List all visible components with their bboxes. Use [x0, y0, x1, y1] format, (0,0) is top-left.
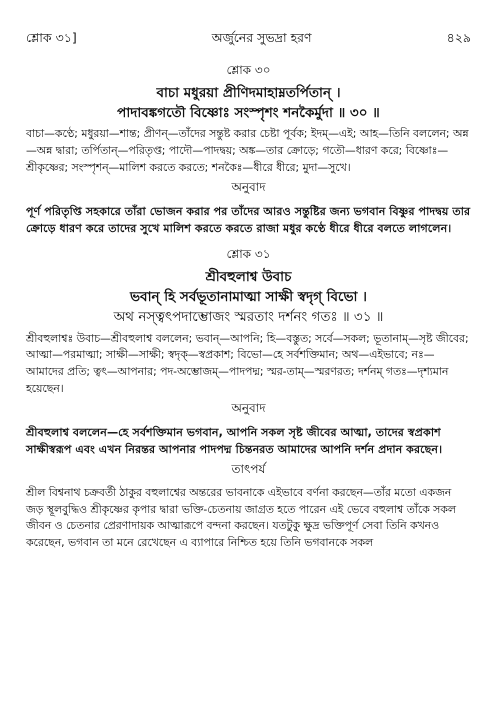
verse-31-translation-label: অনুবাদ [231, 400, 266, 415]
verse-30-section [26, 62, 471, 238]
verse-31-translation: শ্রীবহুলাশ্ব বললেন—হে সর্বশক্তিমান ভগবান, আপনি সকল সৃষ্ট জীবের আত্মা, তাদের স্বপ্রকাশ সাক্ষীস্বরূপ এবং এখন নিরন্তর আপনার পাদপদ্ম চিন্তনরত আমাদের আপনি দর্শন প্রদান করছেন। [26, 425, 443, 457]
header-verse-ref: শ্লোক ৩১] [26, 30, 77, 45]
verse-30-line-1: বাচা মধুরয়া প্রীণিদমাহাম্নতর্পিতান্ । [156, 85, 341, 101]
verse-31-line-2: অথ নস্ত্বৎপদাম্ভোজং স্মরতাং দর্শনং গতঃ ॥ ৩১ ॥ [113, 309, 384, 326]
verse-31-section [26, 246, 471, 552]
purport-text: শ্রীল বিশ্বনাথ চক্রবর্তী ঠাকুর বহুলাশ্বের অন্তরের ভাবনাকে এইভাবে বর্ণনা করছেন—তাঁর মতো একজন জড় স্থূলবুদ্ধিও শ্রীকৃষ্ণের কৃপার দ্বারা ভক্তি-চেতনায় জাগ্রত হতে পারেন এই ভেবে বহুলাশ্ব তাঁকে সকল জীবন ও চেতনার প্রেরণাদায়ক আত্মারূপে বন্দনা করছেন। যতটুকু ক্ষুদ্র ভক্তিপূর্ণ সেবা তিনি কখনও করেছেন, ভগবান তা মনে রেখেছেন এ ব্যাপারে নিশ্চিত হয়ে তিনি ভগবানকে সকল [26, 485, 456, 550]
book-page [26, 30, 471, 552]
verse-30-translation-label: অনুবাদ [231, 179, 266, 194]
verse-30-synonyms: বাচা—কণ্ঠে; মধুরয়া—শান্ত; প্রীণন্—তাঁদের সন্তুষ্ট করার চেষ্টা পূর্বক; ইদম্—এই; আহ—তিনি বললেন; অন্ন—অন্ন দ্বারা; তর্পিতান্—পরিতৃপ্ত; পাদৌ—পাদদ্বয়; অঙ্ক—তার ক্রোড়ে; গতৌ—ধারণ করে; বিষ্ণোঃ—শ্রীকৃষ্ণের; সংস্পৃশন্—মালিশ করতে করতে; শনকৈঃ—ধীরে ধীরে; মুদা—সুখে। [26, 127, 469, 175]
verse-30-translation: পূর্ণ পরিতৃপ্তি সহকারে তাঁরা ভোজন করার পর তাঁদের আরও সন্তুষ্টির জন্য ভগবান বিষ্ণুর পাদদ্বয় তার ক্রোড়ে ধারণ করে তাদের সুখে মালিশ করতে করতে রাজা মধুর কণ্ঠে ধীরে ধীরে বলতে লাগলেন। [26, 204, 471, 236]
verse-30-line-2: পাদাবঙ্কগতৌ বিষ্ণোঃ সংস্পৃশং শনকৈর্মুদা ॥ ৩০ ॥ [117, 105, 380, 122]
verse-30-label: শ্লোক ৩০ [226, 63, 271, 77]
page-number: ৪২৯ [446, 30, 471, 45]
verse-31-synonyms: শ্রীবহুলাশ্বঃ উবাচ—শ্রীবহুলাশ্ব বললেন; ভবান্—আপনি; হি—বস্তুত; সর্বে—সকল; ভূতানাম্—সৃষ্ট জীবের; আত্মা—পরমাত্মা; সাক্ষী—সাক্ষী; স্বদৃক্—স্বপ্রকাশ; বিভো—হে সর্বশক্তিমান; অথ—এইভাবে; নঃ—আমাদের প্রতি; ত্বৎ—আপনার; পদ-অম্ভোজম্—পাদপদ্ম; স্মর-তাম্—স্মরণরত; দর্শনম্ গতঃ—দৃশ্যমান হয়েছেন। [26, 331, 469, 395]
header-chapter-title: অর্জুনের সুভদ্রা হরণ [211, 30, 312, 45]
verse-31-line-1: ভবান্ হি সর্বভূতানামাত্মা সাক্ষী স্বদৃগ্ বিভো । [130, 289, 367, 306]
page-header [26, 30, 471, 50]
purport-label: তাৎপর্য [231, 461, 266, 476]
verse-31-speaker: শ্রীবহুলাশ্ব উবাচ [205, 268, 292, 285]
verse-31-label: শ্লোক ৩১ [226, 246, 271, 261]
